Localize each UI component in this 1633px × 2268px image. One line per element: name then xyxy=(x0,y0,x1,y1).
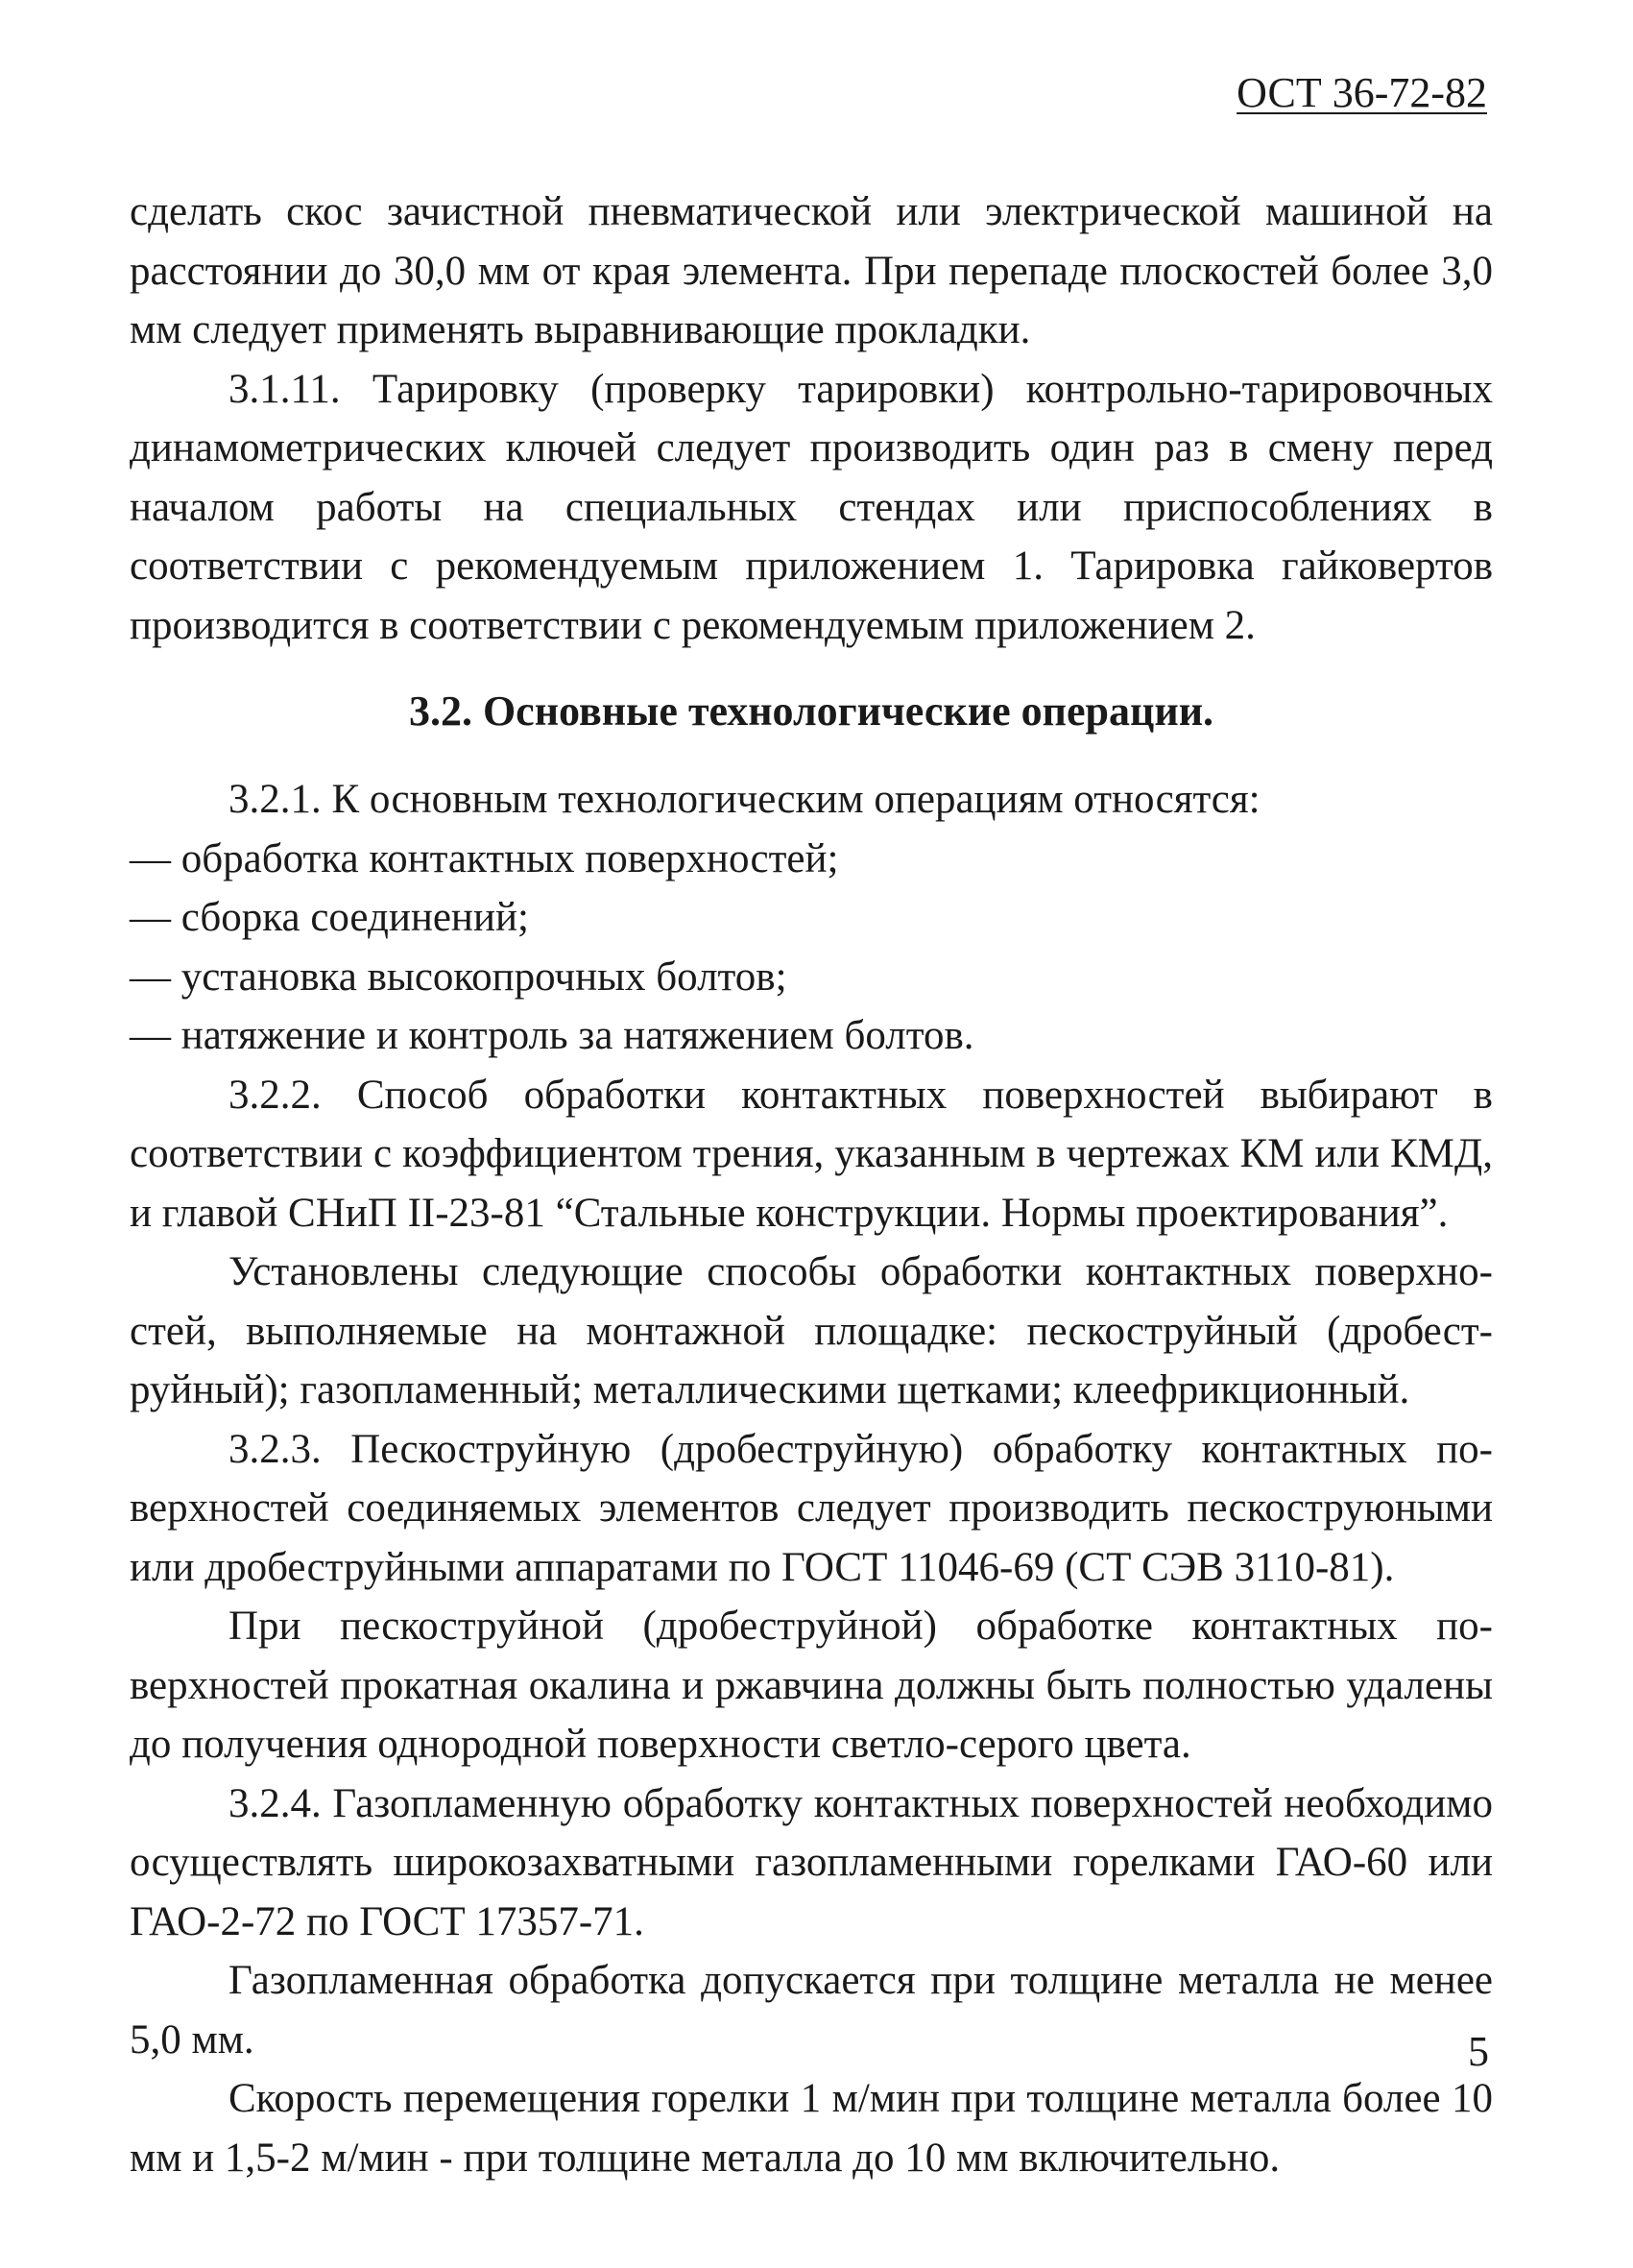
list-item: — обработка контактных поверхностей; xyxy=(130,835,839,881)
list-item: — сборка соединений; xyxy=(130,895,529,940)
paragraph-3-2-1: 3.2.1. К основным технологическим операциям относятся: xyxy=(228,777,1261,822)
paragraph-3-1-11: 3.1.11. Тарировку (проверку тарировки) контрольно-тарировочных динамометрических ключей следует производить один раз в смену перед началом работы на специальных стендах или приспособлениях в соответствии с рекомендуемым приложением 1. Тарировка гайковертов производится в соответствии с рекомендуемым приложением 2. xyxy=(130,366,1493,648)
paragraph-continuation: сделать скос зачистной пневматической или электрической машиной на расстоянии до 30,0 мм от края элемента. При перепаде плоскостей более 3,0 мм следует применять выравнивающие прокладки. xyxy=(130,189,1493,352)
paragraph-3-2-3: 3.2.3. Пескоструйную (дробеструйную) обработку контактных поверхностей соединяемых элементов следует производить пескоструюными или дробеструйными аппаратами по ГОСТ 11046-69 (СТ СЭВ 3110-81). xyxy=(130,1426,1493,1590)
list-item: — натяжение и контроль за натяжением болтов. xyxy=(130,1013,974,1058)
paragraph-treatment-methods: Установлены следующие способы обработки контактных поверхностей, выполняемые на монтажной площадке: пескоструйный (дробеструйный); газопламенный; металлическими щетками; клеефрикционный. xyxy=(130,1249,1493,1412)
document-body xyxy=(130,182,1493,2187)
paragraph-3-2-2: 3.2.2. Способ обработки контактных поверхностей выбирают в соответствии с коэффициентом трения, указанным в чертежах КМ или КМД, и главой СНиП II-23-81 “Стальные конструкции. Нормы проектирования”. xyxy=(130,1072,1493,1236)
list-item: — установка высокопрочных болтов; xyxy=(130,953,787,1000)
section-heading: 3.2. Основные технологические операции. xyxy=(408,688,1214,735)
paragraph-sandblasting: При пескоструйной (дробеструйной) обработке контактных поверхностей прокатная окалина и ржавчина должны быть полностью удалены до получения однородной поверхности светло-серого цвета. xyxy=(130,1604,1493,1767)
page-number: 5 xyxy=(1468,2028,1489,2075)
paragraph-burner-speed: Скорость перемещения горелки 1 м/мин при толщине металла более 10 мм и 1,5-2 м/мин - при толщине металла до 10 мм включительно. xyxy=(130,2076,1493,2181)
paragraph-flame-thickness: Газопламенная обработка допускается при толщине металла не менее 5,0 мм. xyxy=(130,1958,1493,2063)
paragraph-3-2-4: 3.2.4. Газопламенную обработку контактных поверхностей необходимо осуществлять широкозахватными газопламенными горелками ГАО-60 или ГАО-2-72 по ГОСТ 17357-71. xyxy=(130,1780,1493,1944)
document-code: ОСТ 36-72-82 xyxy=(1237,69,1487,116)
